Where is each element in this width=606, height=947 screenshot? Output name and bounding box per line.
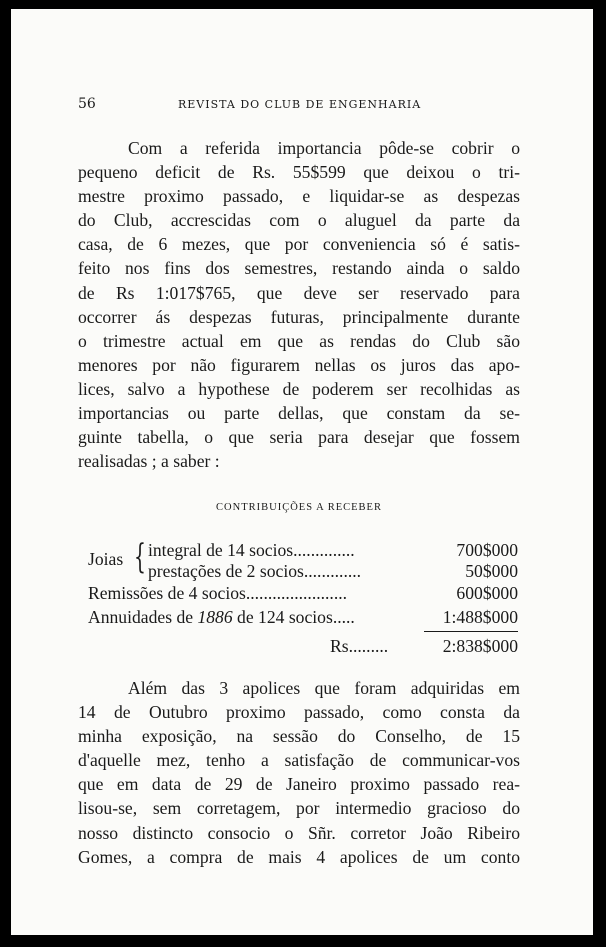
text-line: lices, salvo a hypothese de poderem ser recolhidas as [78,378,520,399]
paragraph-2 [78,676,520,869]
text-line: Com a referida importancia pôde-se cobrir o [128,138,520,158]
text-line: de Rs 1:017$765, que deve ser reservado para [78,282,520,303]
brace: { [134,537,146,577]
text-line: casa, de 6 mezes, que por conveniencia só é satis- [78,234,520,255]
label-suffix: de 124 socios..... [232,607,355,627]
text-line: lisou-se, sem corretagem, por intermedio gracioso do [78,798,520,819]
row-label [88,607,355,628]
row-label: integral de 14 socios.............. [148,540,355,560]
text-line: que em data de 29 de Janeiro proximo passado rea- [78,774,520,795]
text-line: minha exposição, na sessão do Conselho, de 15 [78,726,520,747]
table-row [148,540,518,562]
text-line: guinte tabella, o que seria para desejar que fossem [78,427,520,448]
sum-rule [424,631,518,632]
section-title: CONTRIBUIÇÕES A RECEBER [216,502,382,513]
row-label: prestações de 2 socios............. [148,561,362,581]
year: 1886 [197,607,233,627]
total-row [88,636,518,658]
text-line: o trimestre actual em que as rendas do Club são [78,330,520,351]
table-row [88,583,518,605]
text-line: 14 de Outubro proximo passado, como consta da [78,702,520,723]
row-amount: 700$000 [456,540,518,560]
text-line: Gomes, a compra de mais 4 apolices de um conto [78,846,520,867]
row-amount: 1:488$000 [442,607,518,627]
text-line: d'aquelle mez, tenho a satisfação de communicar-vos [78,750,520,771]
row-amount: 600$000 [456,583,518,603]
page-number: 56 [78,96,96,112]
text-line: occorrer ás despezas futuras, principalmente durante [78,306,520,327]
joias-label: Joias [88,549,124,569]
text-line: pequeno deficit de Rs. 55$599 que deixou o tri- [78,162,520,183]
text-line: menores por não figurarem nellas os juros das apo- [78,354,520,375]
text-line: importancias ou parte dellas, que constam da se- [78,403,520,424]
total-amount: 2:838$000 [442,636,518,656]
paragraph-1 [78,136,520,473]
row-amount: 50$000 [465,561,518,581]
text-line: realisadas ; a saber : [78,451,220,472]
text-line: nosso distincto consocio o Sñr. corretor João Ribeiro [78,822,520,843]
running-title: REVISTA DO CLUB DE ENGENHARIA [178,98,422,111]
total-label: Rs......... [330,636,389,656]
text-line: mestre proximo passado, e liquidar-se as despezas [78,186,520,207]
label-prefix: Annuidades de [88,607,198,627]
text-line: Além das 3 apolices que foram adquiridas em [128,678,520,698]
table-row [88,607,518,629]
page-header [78,96,518,114]
text-line: feito nos fins dos semestres, restando ainda o saldo [78,258,520,279]
text-line: do Club, accrescidas com o aluguel da parte da [78,210,520,231]
table-row [148,561,518,583]
row-label: Remissões de 4 socios....................... [88,583,348,603]
